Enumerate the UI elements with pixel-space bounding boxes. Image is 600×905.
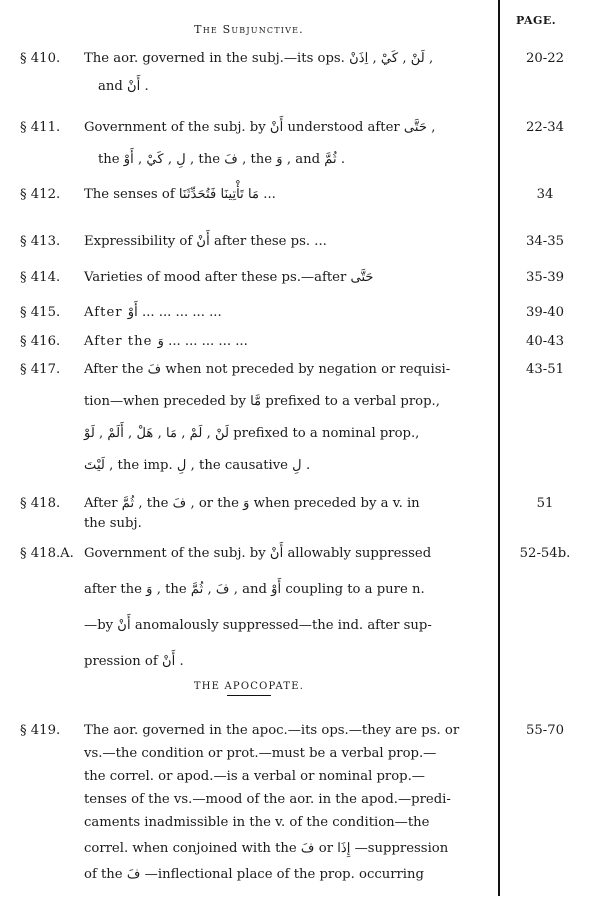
entry-text: —by أَنْ anomalously suppressed—the ind. after sup- bbox=[84, 618, 432, 633]
entry-text: After أَوْ ... ... ... ... ... bbox=[84, 305, 222, 320]
entry-number: § 417. bbox=[20, 362, 61, 377]
entry-number: § 416. bbox=[20, 334, 61, 349]
page-ref: 51 bbox=[536, 496, 554, 511]
entry-text: the correl. or apod.—is a verbal or nominal prop.— bbox=[84, 769, 425, 784]
entry-number: § 418. bbox=[20, 496, 61, 511]
entry-text: caments inadmissible in the v. of the condition—the bbox=[84, 815, 430, 830]
page-ref: 34 bbox=[536, 187, 554, 202]
entry-number: § 410. bbox=[20, 51, 61, 66]
entry-number: § 415. bbox=[20, 305, 61, 320]
entry-text: Government of the subj. by أَنْ allowably suppressed bbox=[84, 546, 432, 561]
page-column-header: PAGE. bbox=[516, 14, 557, 27]
entry-text: لَيْتَ , the imp. لِ , the causative لِ . bbox=[84, 458, 311, 473]
page-ref: 40-43 bbox=[525, 334, 565, 349]
entry-text: pression of أَنْ . bbox=[84, 654, 184, 669]
entry-text: after the وَ , the فَ , ثُمَّ , and أَوْ coupling to a pure n. bbox=[84, 582, 425, 597]
entry-text: the subj. bbox=[84, 516, 142, 531]
entry-text: The aor. governed in the apoc.—its ops.—they are ps. or bbox=[84, 723, 460, 738]
entry-text: Expressibility of أَنْ after these ps. ... bbox=[84, 234, 327, 249]
entry-number: § 414. bbox=[20, 270, 61, 285]
entry-text: After the وَ ... ... ... ... ... bbox=[84, 334, 248, 349]
page-ref: 52-54b. bbox=[519, 546, 571, 561]
page-ref: 55-70 bbox=[525, 723, 565, 738]
page-ref: 22-34 bbox=[525, 120, 565, 135]
page-ref: 43-51 bbox=[525, 362, 565, 377]
column-rule bbox=[498, 0, 500, 896]
entry-number: § 411. bbox=[20, 120, 61, 135]
entry-text: tenses of the vs.—mood of the aor. in the apod.—predi- bbox=[84, 792, 451, 807]
page-ref: 34-35 bbox=[525, 234, 565, 249]
page-ref: 39-40 bbox=[525, 305, 565, 320]
entry-text: The aor. governed in the subj.—its ops. لَنْ , كَيْ , اِذَنْ , bbox=[84, 51, 434, 66]
section-heading-apocopate: THE APOCOPATE. bbox=[0, 681, 498, 696]
page-ref: 20-22 bbox=[525, 51, 565, 66]
entry-text: vs.—the condition or prot.—must be a verbal prop.— bbox=[84, 746, 437, 761]
entry-text: لَنْ , لَمْ , مَا , هَلْ , أَلَمْ , لَوْ prefixed to a nominal prop., bbox=[84, 426, 420, 441]
entry-text: the لِ , كَيْ , أَوْ , the فَ , the وَ , and ثُمَّ . bbox=[98, 152, 346, 167]
entry-text: correl. when conjoined with the فَ or إِذَا —suppression bbox=[84, 841, 449, 856]
entry-number: § 412. bbox=[20, 187, 61, 202]
entry-text: of the فَ —inflectional place of the prop. occurring bbox=[84, 867, 424, 882]
page-ref: 35-39 bbox=[525, 270, 565, 285]
entry-text: and أَنْ . bbox=[98, 79, 149, 94]
entry-text: After the فَ when not preceded by negation or requisi- bbox=[84, 362, 451, 377]
entry-number: § 413. bbox=[20, 234, 61, 249]
entry-text: The senses of مَا تَأْتِينَا فَتُحَدِّثَنَا ... bbox=[84, 187, 276, 202]
entry-text: After ثُمَّ , the فَ , or the وَ when preceded by a v. in bbox=[84, 496, 420, 511]
entry-number: § 419. bbox=[20, 723, 61, 738]
entry-number: § 418.A. bbox=[20, 546, 74, 561]
entry-text: tion—when preceded by مَّا prefixed to a verbal prop., bbox=[84, 394, 440, 409]
entry-text: Varieties of mood after these ps.—after حَتَّى bbox=[84, 270, 374, 285]
entry-text: Government of the subj. by أَنْ understood after حَتَّى , bbox=[84, 120, 436, 135]
section-heading-subjunctive: The Subjunctive. bbox=[194, 23, 304, 36]
